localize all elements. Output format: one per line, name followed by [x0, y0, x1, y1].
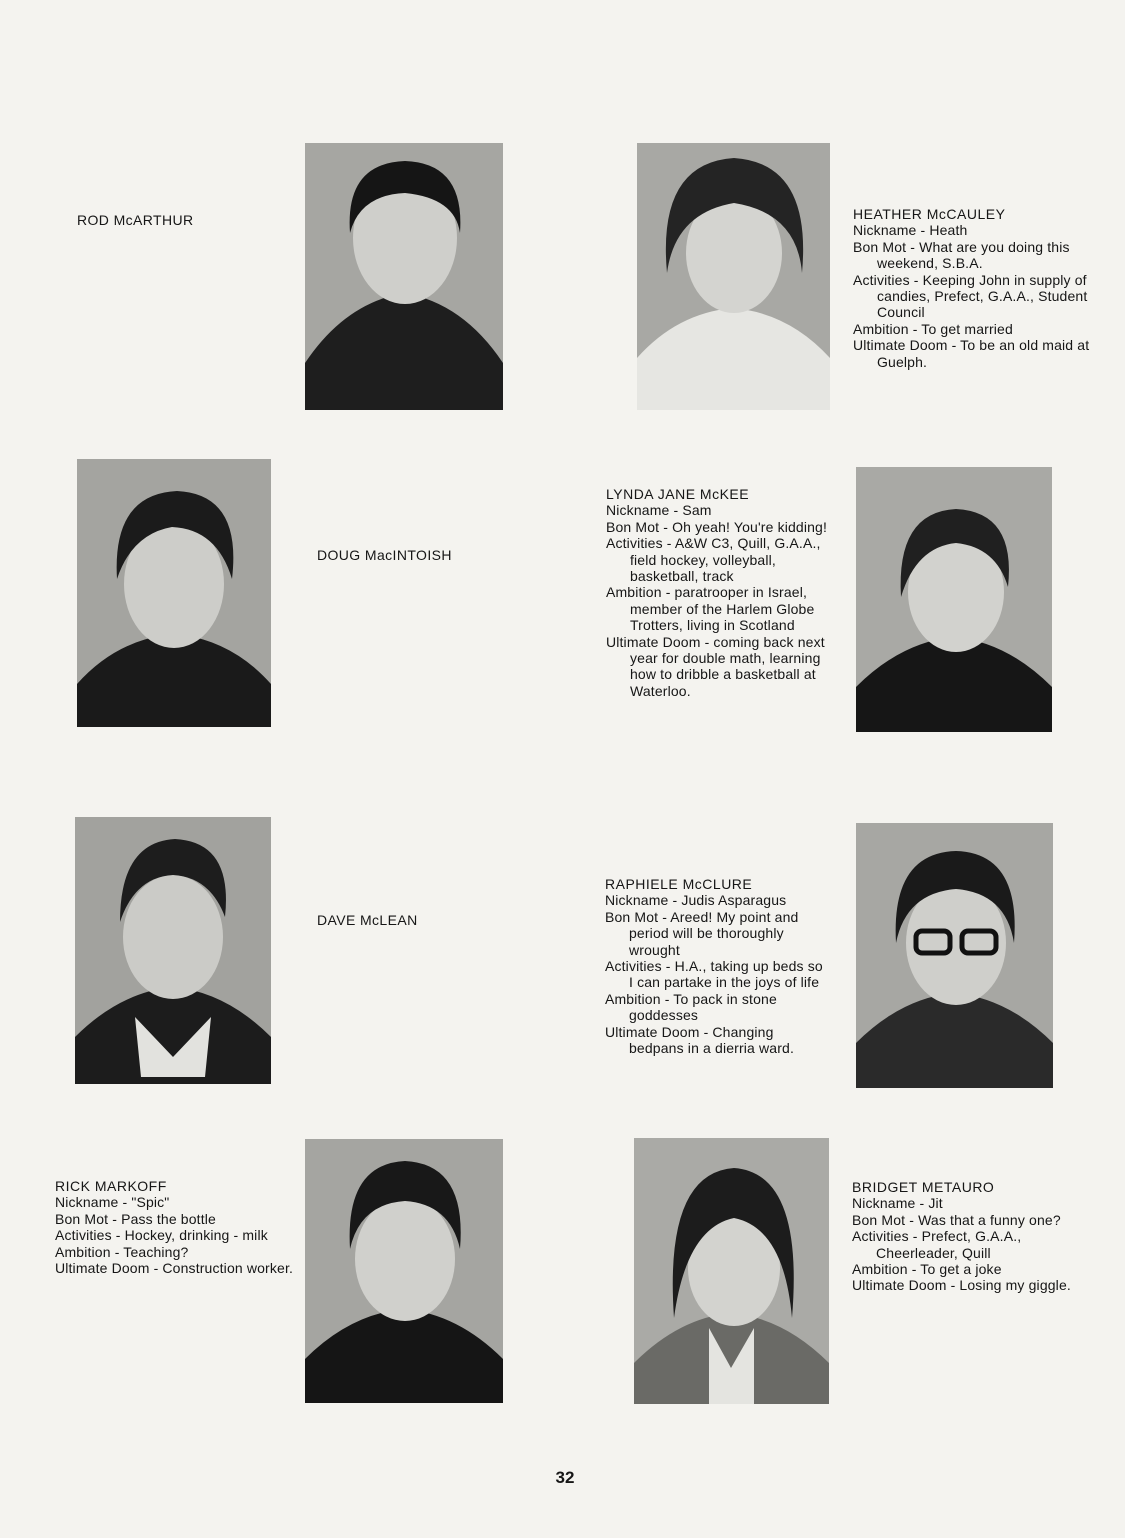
- entry-line: Bon Mot - Was that a funny one?: [852, 1211, 1061, 1228]
- entry-line: Bon Mot - What are you doing this weekend, S.B.A.: [853, 238, 1070, 272]
- entry-line: Nickname - Heath: [853, 222, 968, 239]
- portrait-photo-raphiele: [856, 823, 1053, 1088]
- entry-line: Activities - H.A., taking up beds so I can partake in the joys of life: [605, 958, 823, 991]
- portrait-photo-bridget: [634, 1138, 829, 1404]
- student-entry-rick: [55, 1178, 295, 1276]
- student-name: HEATHER McCAULEY: [853, 206, 1006, 222]
- entry-line: Activities - A&W C3, Quill, G.A.A., field hockey, volleyball, basketball, track: [606, 535, 821, 585]
- page-number: 32: [555, 1468, 575, 1487]
- entry-line: Activities - Keeping John in supply of candies, Prefect, G.A.A., Student Council: [853, 271, 1088, 321]
- portrait-photo-rod: [305, 143, 503, 410]
- entry-line: Ultimate Doom - Changing bedpans in a dierria ward.: [605, 1023, 794, 1057]
- entry-line: Ultimate Doom - coming back next year for double math, learning how to dribble a basketball at Waterloo.: [606, 633, 825, 699]
- entry-line: Activities - Prefect, G.A.A., Cheerleader, Quill: [852, 1228, 1022, 1261]
- portrait-photo-lynda: [856, 467, 1052, 732]
- student-entry-lynda: [606, 486, 841, 699]
- portrait-photo-rick: [305, 1139, 503, 1403]
- entry-line: Nickname - Jit: [852, 1195, 943, 1212]
- entry-line: Nickname - Judis Asparagus: [605, 892, 787, 909]
- portrait-photo-dave: [75, 817, 271, 1084]
- entry-line: Nickname - "Spic": [55, 1194, 170, 1211]
- entry-line: Ambition - To get a joke: [852, 1261, 1002, 1278]
- student-name-dave: DAVE McLEAN: [317, 912, 418, 928]
- student-entry-raphiele: [605, 876, 825, 1056]
- entry-line: Bon Mot - Pass the bottle: [55, 1210, 216, 1227]
- entry-line: Ultimate Doom - To be an old maid at Guelph.: [853, 337, 1090, 370]
- entry-line: Nickname - Sam: [606, 502, 712, 519]
- student-name: RICK MARKOFF: [55, 1178, 167, 1194]
- student-name-doug: DOUG MacINTOISH: [317, 547, 452, 563]
- entry-line: Ultimate Doom - Losing my giggle.: [852, 1277, 1071, 1294]
- student-entry-heather: [853, 206, 1093, 370]
- entry-line: Ambition - To get married: [853, 320, 1013, 337]
- entry-line: Activities - Hockey, drinking - milk: [55, 1227, 268, 1244]
- student-name-rod: ROD McARTHUR: [77, 212, 194, 228]
- entry-line: Ambition - To pack in stone goddesses: [605, 990, 777, 1024]
- entry-line: Ultimate Doom - Construction worker.: [55, 1260, 294, 1277]
- student-entry-bridget: [852, 1179, 1082, 1294]
- entry-line: Ambition - paratrooper in Israel, member of the Harlem Globe Trotters, living in Scotland: [606, 584, 815, 634]
- student-name: LYNDA JANE McKEE: [606, 486, 750, 502]
- entry-line: Ambition - Teaching?: [55, 1243, 189, 1260]
- entry-line: Bon Mot - Areed! My point and period will be thoroughly wrought: [605, 908, 799, 958]
- entry-line: Bon Mot - Oh yeah! You're kidding!: [606, 518, 828, 535]
- portrait-photo-heather: [637, 143, 830, 410]
- student-name: RAPHIELE McCLURE: [605, 876, 753, 892]
- portrait-photo-doug: [77, 459, 271, 727]
- student-name: BRIDGET METAURO: [852, 1179, 995, 1195]
